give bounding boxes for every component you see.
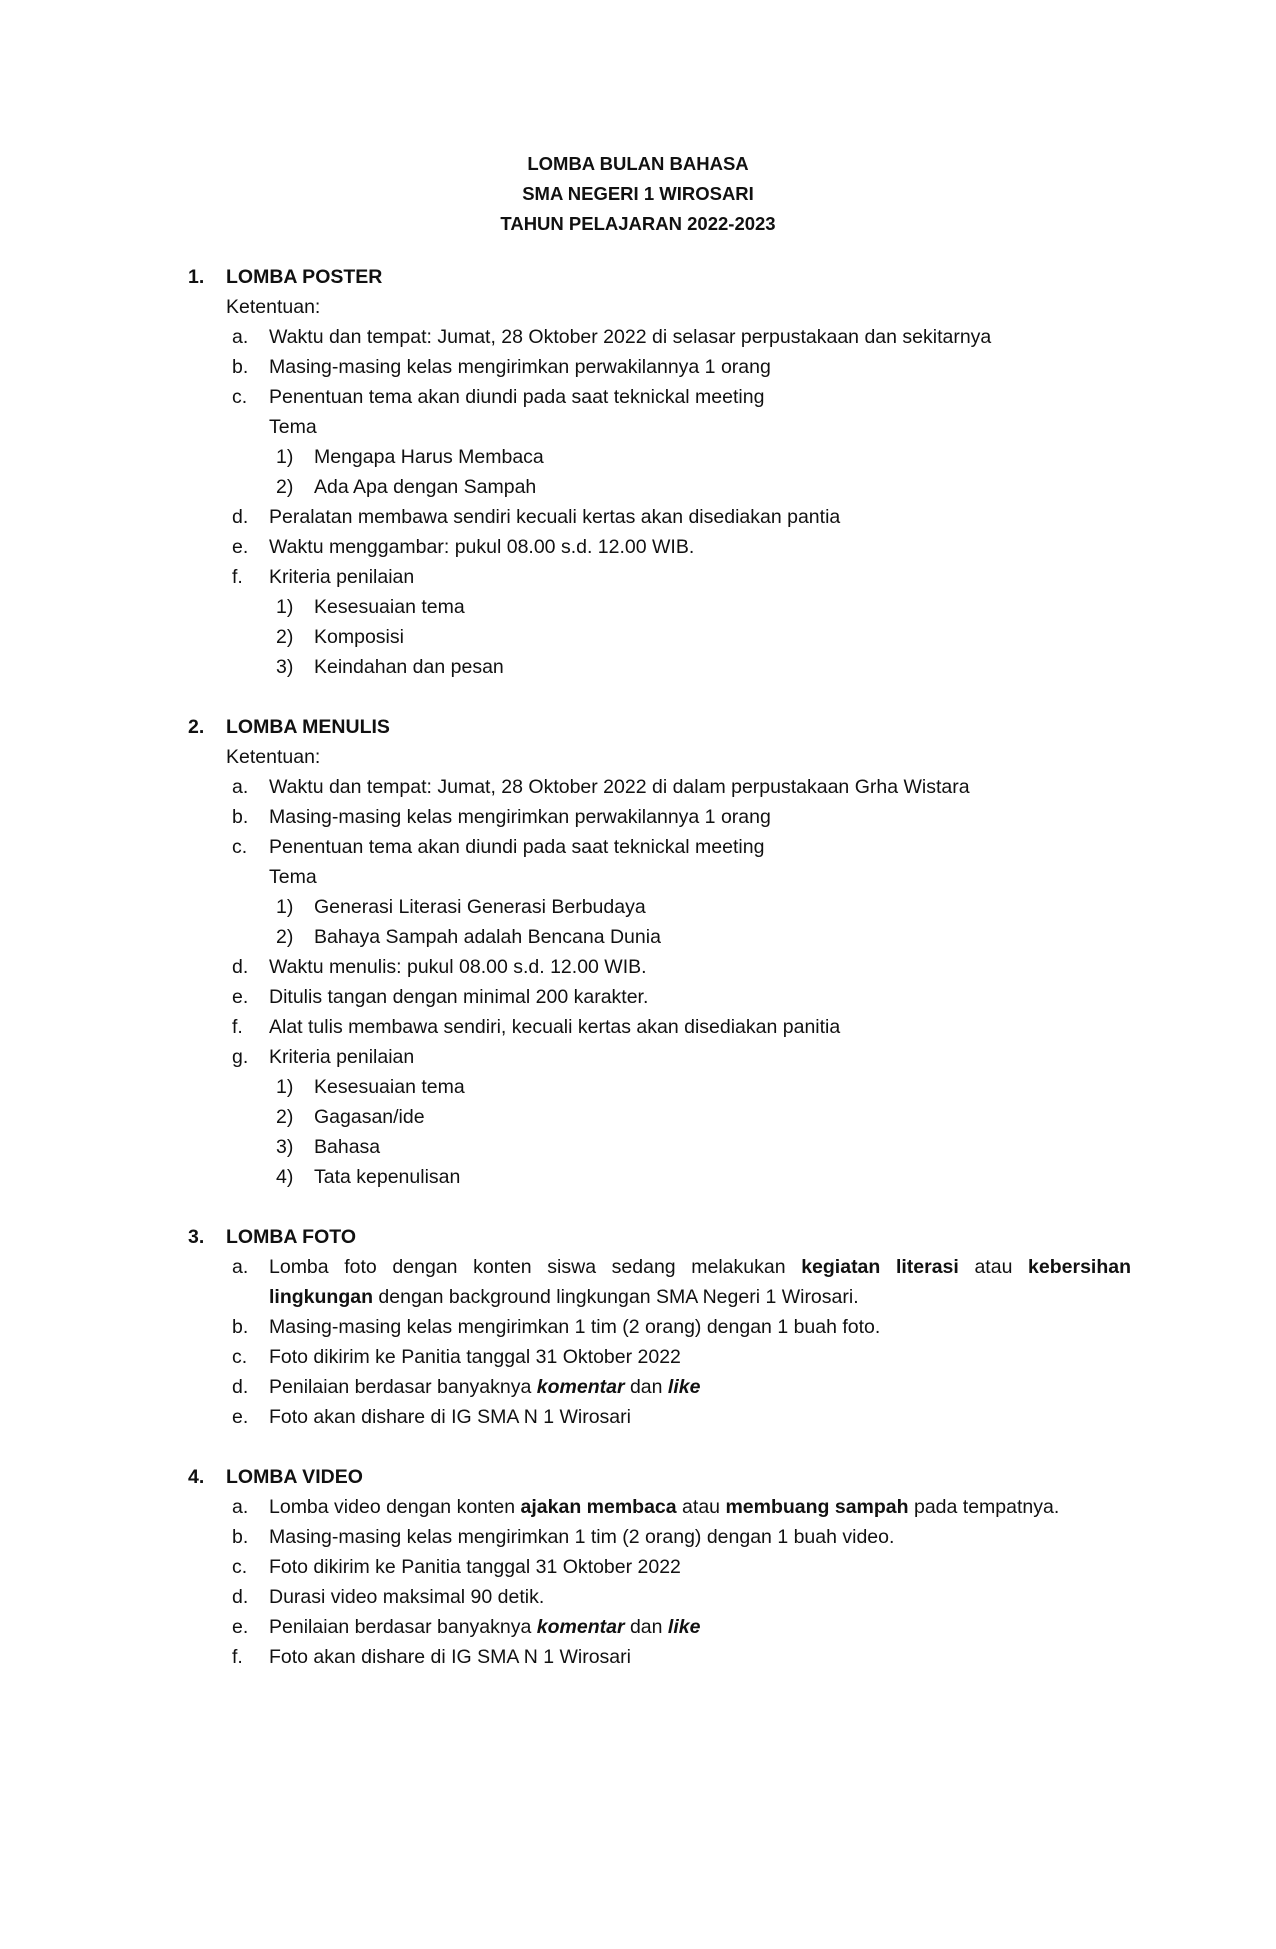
sub-item-text: Ada Apa dengan Sampah xyxy=(314,476,537,498)
item-letter: b. xyxy=(232,1526,249,1548)
item-text: Ditulis tangan dengan minimal 200 karakter. xyxy=(269,986,649,1008)
item-text: Waktu dan tempat: Jumat, 28 Oktober 2022 di selasar perpustakaan dan sekitarnya xyxy=(269,326,992,348)
item-text: Waktu dan tempat: Jumat, 28 Oktober 2022 di dalam perpustakaan Grha Wistara xyxy=(269,776,970,798)
item-letter: b. xyxy=(232,356,249,378)
section-3 xyxy=(0,1222,1276,1432)
text-run: pada tempatnya. xyxy=(908,1496,1060,1518)
sub-item xyxy=(0,1162,1276,1192)
list-item xyxy=(0,1372,1276,1402)
list-item xyxy=(0,1612,1276,1642)
section-heading xyxy=(0,1222,1276,1252)
item-text: Masing-masing kelas mengirimkan 1 tim (2 orang) dengan 1 buah video. xyxy=(269,1526,895,1548)
text-run: dan xyxy=(624,1376,668,1398)
section-number: 4. xyxy=(188,1466,205,1488)
header-year: TAHUN PELAJARAN 2022-2023 xyxy=(500,213,776,234)
sub-item-number: 1) xyxy=(276,446,294,468)
sub-item-number: 1) xyxy=(276,596,294,618)
item-text xyxy=(269,1492,1131,1522)
text-run: Lomba video dengan konten xyxy=(269,1496,521,1518)
item-letter: a. xyxy=(232,776,249,798)
sub-item-text: Bahasa xyxy=(314,1136,381,1158)
list-item xyxy=(0,1522,1276,1552)
sub-item-text: Komposisi xyxy=(314,626,404,648)
item-letter: d. xyxy=(232,956,249,978)
item-letter: e. xyxy=(232,1616,249,1638)
item-text: Masing-masing kelas mengirimkan perwakilannya 1 orang xyxy=(269,806,771,828)
header-school: SMA NEGERI 1 WIROSARI xyxy=(522,183,754,204)
bold-text: ajakan membaca xyxy=(520,1496,677,1518)
section-title: LOMBA MENULIS xyxy=(226,716,390,738)
sub-item xyxy=(0,472,1276,502)
sub-item xyxy=(0,592,1276,622)
sub-item-number: 1) xyxy=(276,896,294,918)
sub-item-text: Mengapa Harus Membaca xyxy=(314,446,544,468)
section-intro: Ketentuan: xyxy=(226,296,321,318)
sub-item-number: 4) xyxy=(276,1166,294,1188)
item-letter: a. xyxy=(232,1496,249,1518)
subheading: Tema xyxy=(269,866,317,888)
item-letter: d. xyxy=(232,1586,249,1608)
list-item xyxy=(0,1342,1276,1372)
section-number: 1. xyxy=(188,266,205,288)
item-letter: f. xyxy=(232,1646,243,1668)
list-item xyxy=(0,352,1276,382)
bold-text: kebersihan lingkungan xyxy=(269,1256,1132,1308)
item-letter: b. xyxy=(232,806,249,828)
list-item xyxy=(0,1402,1276,1432)
text-run: Penilaian berdasar banyaknya xyxy=(269,1376,537,1398)
list-item xyxy=(0,502,1276,532)
item-text xyxy=(269,1612,1131,1642)
sub-item xyxy=(0,892,1276,922)
item-letter: f. xyxy=(232,1016,243,1038)
document-header xyxy=(0,149,1276,239)
emphasis-text: like xyxy=(667,1616,701,1638)
sub-item-text: Gagasan/ide xyxy=(314,1106,425,1128)
item-text: Penentuan tema akan diundi pada saat teknickal meeting xyxy=(269,836,765,858)
list-item xyxy=(0,1582,1276,1612)
section-4 xyxy=(0,1462,1276,1672)
bold-text: membuang sampah xyxy=(725,1496,909,1518)
item-text: Alat tulis membawa sendiri, kecuali kertas akan disediakan panitia xyxy=(269,1016,841,1038)
item-text: Peralatan membawa sendiri kecuali kertas akan disediakan pantia xyxy=(269,506,841,528)
item-letter: c. xyxy=(232,1346,248,1368)
sub-item-number: 1) xyxy=(276,1076,294,1098)
sub-item xyxy=(0,652,1276,682)
emphasis-text: komentar xyxy=(536,1616,625,1638)
sub-item-number: 3) xyxy=(276,1136,294,1158)
list-item xyxy=(0,1252,1276,1312)
section-heading xyxy=(0,1462,1276,1492)
item-letter: a. xyxy=(232,1256,249,1278)
section-title: LOMBA POSTER xyxy=(226,266,383,288)
item-text: Waktu menggambar: pukul 08.00 s.d. 12.00 WIB. xyxy=(269,536,695,558)
bold-text: kegiatan literasi xyxy=(801,1256,959,1278)
document-body xyxy=(0,262,1276,1702)
list-item xyxy=(0,982,1276,1012)
text-run: Penilaian berdasar banyaknya xyxy=(269,1616,537,1638)
item-letter: b. xyxy=(232,1316,249,1338)
subheading: Tema xyxy=(269,416,317,438)
sub-item xyxy=(0,622,1276,652)
item-letter: e. xyxy=(232,1406,249,1428)
section-intro: Ketentuan: xyxy=(226,746,321,768)
emphasis-text: komentar xyxy=(536,1376,625,1398)
item-text: Foto dikirim ke Panitia tanggal 31 Oktober 2022 xyxy=(269,1346,681,1368)
section-heading xyxy=(0,262,1276,292)
item-text xyxy=(269,1252,1131,1312)
sub-item-number: 2) xyxy=(276,926,294,948)
sub-item xyxy=(0,922,1276,952)
item-letter: c. xyxy=(232,1556,248,1578)
section-title: LOMBA VIDEO xyxy=(226,1466,363,1488)
item-text: Kriteria penilaian xyxy=(269,1046,415,1068)
sub-item-text: Kesesuaian tema xyxy=(314,1076,465,1098)
sub-item-text: Bahaya Sampah adalah Bencana Dunia xyxy=(314,926,661,948)
item-text: Foto akan dishare di IG SMA N 1 Wirosari xyxy=(269,1646,631,1668)
item-text: Penentuan tema akan diundi pada saat teknickal meeting xyxy=(269,386,765,408)
list-item xyxy=(0,1552,1276,1582)
text-run: dengan background lingkungan SMA Negeri 1 Wirosari. xyxy=(373,1286,859,1308)
item-text: Waktu menulis: pukul 08.00 s.d. 12.00 WIB. xyxy=(269,956,647,978)
section-number: 3. xyxy=(188,1226,205,1248)
item-letter: e. xyxy=(232,536,249,558)
sub-item-text: Kesesuaian tema xyxy=(314,596,465,618)
list-item xyxy=(0,322,1276,352)
section-title: LOMBA FOTO xyxy=(226,1226,356,1248)
list-item xyxy=(0,1312,1276,1342)
item-text: Foto akan dishare di IG SMA N 1 Wirosari xyxy=(269,1406,631,1428)
item-letter: f. xyxy=(232,566,243,588)
emphasis-text: like xyxy=(667,1376,701,1398)
sub-item-text: Generasi Literasi Generasi Berbudaya xyxy=(314,896,646,918)
section-heading xyxy=(0,712,1276,742)
item-text: Foto dikirim ke Panitia tanggal 31 Oktober 2022 xyxy=(269,1556,681,1578)
section-number: 2. xyxy=(188,716,205,738)
item-letter: d. xyxy=(232,506,249,528)
list-item xyxy=(0,952,1276,982)
header-title: LOMBA BULAN BAHASA xyxy=(527,153,749,174)
list-item xyxy=(0,772,1276,802)
item-letter: g. xyxy=(232,1046,249,1068)
sub-item xyxy=(0,442,1276,472)
section-2 xyxy=(0,712,1276,1192)
item-text: Kriteria penilaian xyxy=(269,566,415,588)
item-letter: e. xyxy=(232,986,249,1008)
list-item xyxy=(0,1042,1276,1192)
sub-item-number: 2) xyxy=(276,476,294,498)
text-run: dan xyxy=(624,1616,668,1638)
item-letter: a. xyxy=(232,326,249,348)
sub-item xyxy=(0,1132,1276,1162)
list-item xyxy=(0,1492,1276,1522)
sub-item-number: 2) xyxy=(276,1106,294,1128)
sub-item xyxy=(0,1102,1276,1132)
list-item xyxy=(0,1642,1276,1672)
sub-item-text: Tata kepenulisan xyxy=(314,1166,461,1188)
item-text: Durasi video maksimal 90 detik. xyxy=(269,1586,545,1608)
list-item xyxy=(0,382,1276,502)
list-item xyxy=(0,802,1276,832)
list-item xyxy=(0,562,1276,682)
sub-item-text: Keindahan dan pesan xyxy=(314,656,504,678)
item-text xyxy=(269,1372,1131,1402)
text-run: atau xyxy=(958,1256,1029,1278)
item-letter: d. xyxy=(232,1376,249,1398)
list-item xyxy=(0,532,1276,562)
sub-item-number: 2) xyxy=(276,626,294,648)
item-letter: c. xyxy=(232,386,248,408)
text-run: Lomba foto dengan konten siswa sedang melakukan xyxy=(269,1256,802,1278)
section-1 xyxy=(0,262,1276,682)
list-item xyxy=(0,832,1276,952)
sub-item xyxy=(0,1072,1276,1102)
item-text: Masing-masing kelas mengirimkan perwakilannya 1 orang xyxy=(269,356,771,378)
text-run: atau xyxy=(676,1496,726,1518)
item-text: Masing-masing kelas mengirimkan 1 tim (2 orang) dengan 1 buah foto. xyxy=(269,1316,881,1338)
item-letter: c. xyxy=(232,836,248,858)
sub-item-number: 3) xyxy=(276,656,294,678)
list-item xyxy=(0,1012,1276,1042)
